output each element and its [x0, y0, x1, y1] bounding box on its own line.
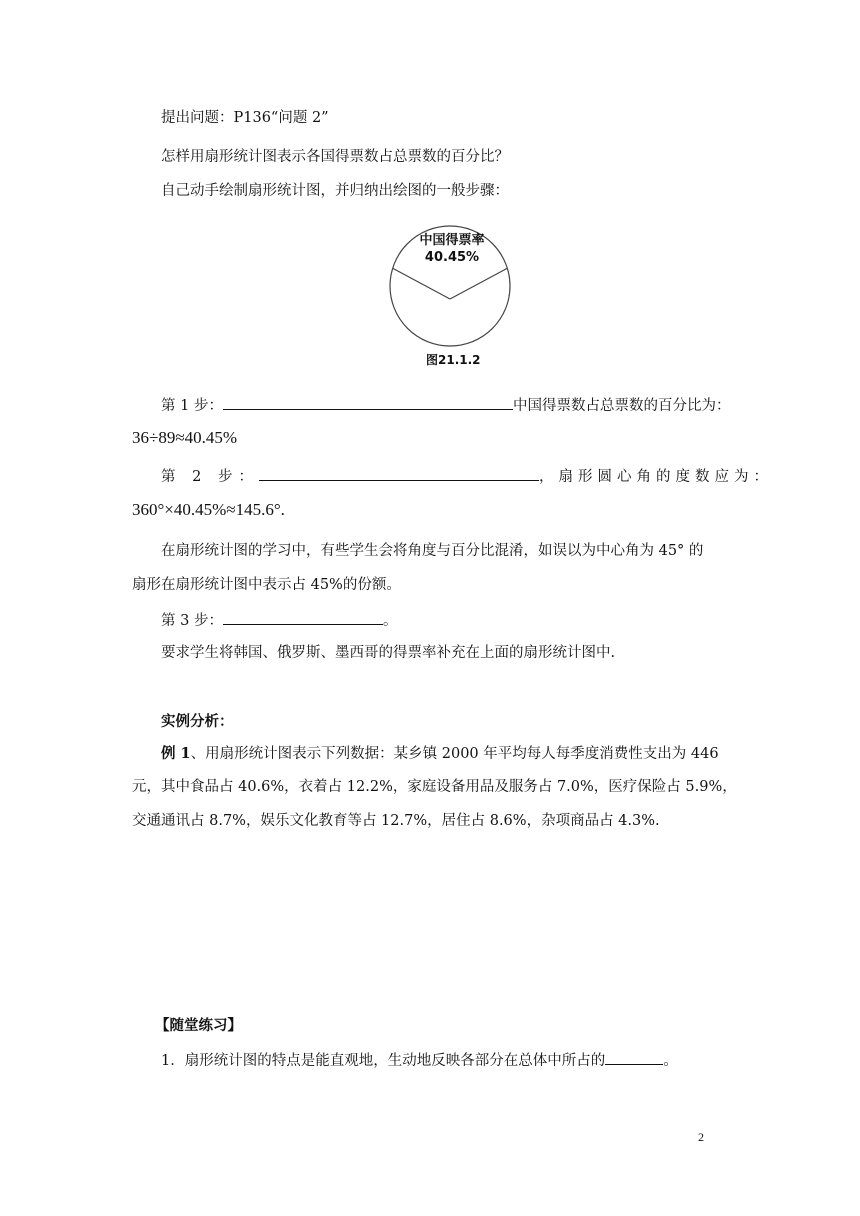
step3-blank[interactable] — [223, 610, 383, 625]
example-line-1-text: 、用扇形统计图表示下列数据：某乡镇 2000 年平均每人每季度消费性支出为 446 — [190, 746, 719, 762]
how-line: 怎样用扇形统计图表示各国得票数占总票数的百分比？ — [161, 149, 509, 165]
step2-label: 第 2 步： — [161, 469, 259, 485]
question-line: 提出问题：P136“问题 2” — [161, 110, 329, 126]
mistake-line-2: 扇形在扇形统计图中表示占 45%的份额。 — [132, 577, 401, 593]
pie-chart-figure — [380, 218, 530, 368]
step2-after: ，扇形圆心角的度数应为： — [538, 469, 773, 485]
example-line-1 — [161, 744, 719, 764]
example-line-2: 元，其中食品占 40.6%，衣着占 12.2%，家庭设备用品及服务占 7.0%，医疗保险占 5.9%， — [132, 779, 737, 795]
slice-value: 40.45% — [424, 250, 480, 265]
step3-label: 第 3 步： — [161, 613, 223, 629]
practice-q1-blank[interactable] — [605, 1050, 663, 1065]
step1-row — [161, 395, 730, 416]
practice-heading: 【随堂练习】 — [155, 1017, 242, 1034]
mistake-line-1: 在扇形统计图的学习中，有些学生会将角度与百分比混淆，如误以为中心角为 45° 的 — [161, 543, 704, 559]
require-line: 要求学生将韩国、俄罗斯、墨西哥的得票率补充在上面的扇形统计图中. — [161, 645, 616, 661]
step1-label: 第 1 步： — [161, 398, 223, 414]
step2-blank[interactable] — [259, 466, 539, 481]
practice-q1-text: 1．扇形统计图的特点是能直观地，生动地反映各部分在总体中所占的 — [161, 1053, 606, 1069]
step1-blank[interactable] — [223, 395, 513, 410]
example-label: 例 1 — [161, 745, 191, 762]
step3-after: 。 — [382, 613, 398, 629]
slice-label: 中国得票率 — [419, 233, 485, 248]
practice-q1 — [161, 1050, 678, 1071]
step1-after: 中国得票数占总票数的百分比为： — [512, 398, 731, 414]
step2-row — [161, 466, 773, 487]
practice-q1-end: 。 — [663, 1053, 678, 1069]
step2-formula: 360°×40.45%≈145.6°. — [132, 500, 285, 519]
figure-caption: 图21.1.2 — [426, 353, 481, 367]
example-line-3: 交通通讯占 8.7%，娱乐文化教育等占 12.7%，居住占 8.6%，杂项商品占 4.3%. — [132, 813, 660, 829]
step1-formula: 36÷89≈40.45% — [132, 428, 238, 447]
page-number: 2 — [698, 1130, 704, 1144]
draw-line: 自己动手绘制扇形统计图，并归纳出绘图的一般步骤： — [161, 183, 509, 199]
step3-row — [161, 610, 397, 631]
example-heading: 实例分析： — [161, 713, 234, 730]
